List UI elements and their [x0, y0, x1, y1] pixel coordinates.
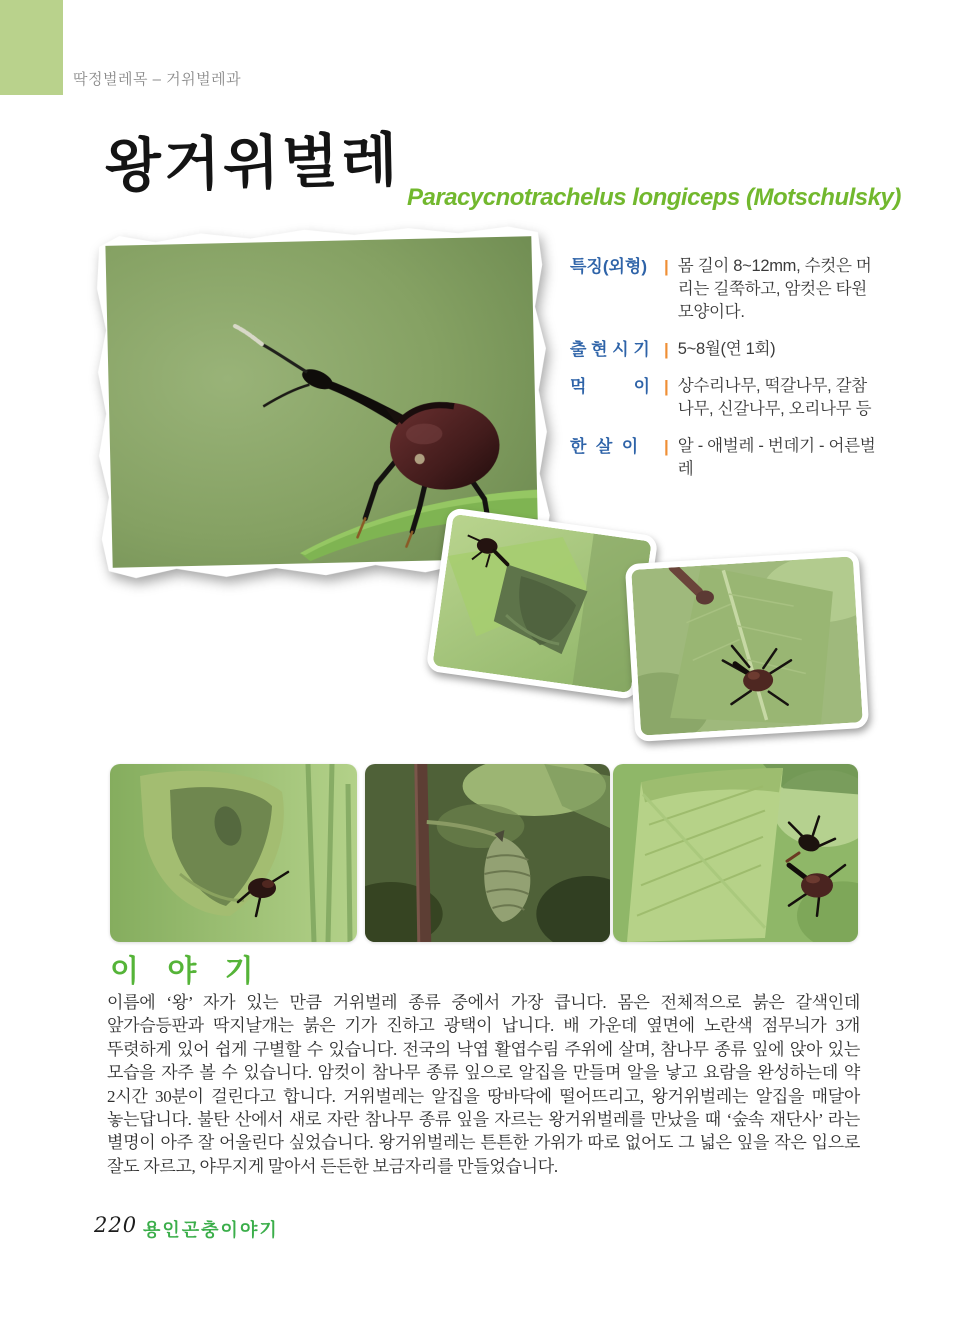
species-title-scientific: Paracycnotrachelus longiceps (Motschulsky): [407, 184, 901, 211]
story-paragraph: 이름에 ‘왕’ 자가 있는 만큼 거위벌레 종류 중에서 가장 큽니다. 몸은 전체적으로 붉은 갈색인데 앞가슴등판과 딱지날개는 붉은 기가 진하고 광택이 납니다. 배 가운데 옆면에 노란색 점무늬가 3개 뚜렷하게 있어 쉽게 구별할 수 있습니다. 전국의 낙엽 활엽수림 주위에 살며, 참나무 종류 잎에 앉아 있는 모습을 자주 볼 수 있습니다. 암컷이 참나무 종류 잎으로 알집을 만들며 알을 낳고 요람을 완성하는데 약 2시간 30분이 걸린다고 합니다. 거위벌레는 알집을 땅바닥에 떨어뜨리고, 왕거위벌레는 알집을 매달아 놓는답니다. 불탄 산에서 새로 자란 참나무 종류 잎을 자르는 왕거위벌레를 만났을 때 ‘숲속 재단사’ 라는 별명이 아주 잘 어울린다 싶었습니다. 왕거위벌레는 튼튼한 가위가 따로 없어도 그 넓은 잎을 작은 입으로 잘도 자르고, 야무지게 말아서 든든한 보금자리를 만들었습니다.: [107, 993, 860, 1176]
book-logo-text: 용인곤충이야기: [143, 1220, 279, 1240]
info-row-food: [570, 375, 882, 421]
info-value: 알 - 애벌레 - 번데기 - 어른벌레: [677, 437, 876, 478]
info-row-features: [570, 255, 882, 324]
info-separator-bar: |: [664, 377, 669, 396]
photo-beetle-pair-on-rolled-leaf: [613, 764, 858, 942]
photo-leaf-funnel-with-beetle: [110, 764, 357, 942]
page-number: 220: [94, 1213, 138, 1237]
info-value: 상수리나무, 떡갈나무, 갈참나무, 신갈나무, 오리나무 등: [677, 377, 872, 418]
info-label: 특징(외형): [570, 257, 648, 276]
info-separator-bar: |: [664, 437, 669, 456]
photo-beetle-making-leaf-roll: [426, 507, 659, 700]
info-label: 먹 이: [570, 377, 651, 396]
taxonomy-breadcrumb: 딱정벌레목 – 거위벌레과: [73, 71, 242, 88]
photo-beetle-on-leaf: [625, 550, 869, 742]
species-info-panel: [570, 255, 882, 495]
info-separator-bar: |: [664, 340, 669, 359]
info-value: 5~8월(연 1회): [677, 340, 776, 358]
info-label: 한 살 이: [570, 437, 639, 456]
photo-hanging-egg-cradle: [365, 764, 610, 942]
info-row-lifecycle: [570, 435, 882, 481]
species-title-korean: 왕거위벌레: [104, 125, 401, 200]
info-separator-bar: |: [664, 257, 669, 276]
info-value: 몸 길이 8~12mm, 수컷은 머리는 길쭉하고, 암컷은 타원 모양이다.: [677, 257, 872, 321]
corner-color-block: [0, 0, 63, 95]
info-label: 출 현 시 기: [570, 340, 650, 359]
story-section-heading: 이 야 기: [110, 955, 264, 988]
info-row-season: [570, 338, 882, 361]
